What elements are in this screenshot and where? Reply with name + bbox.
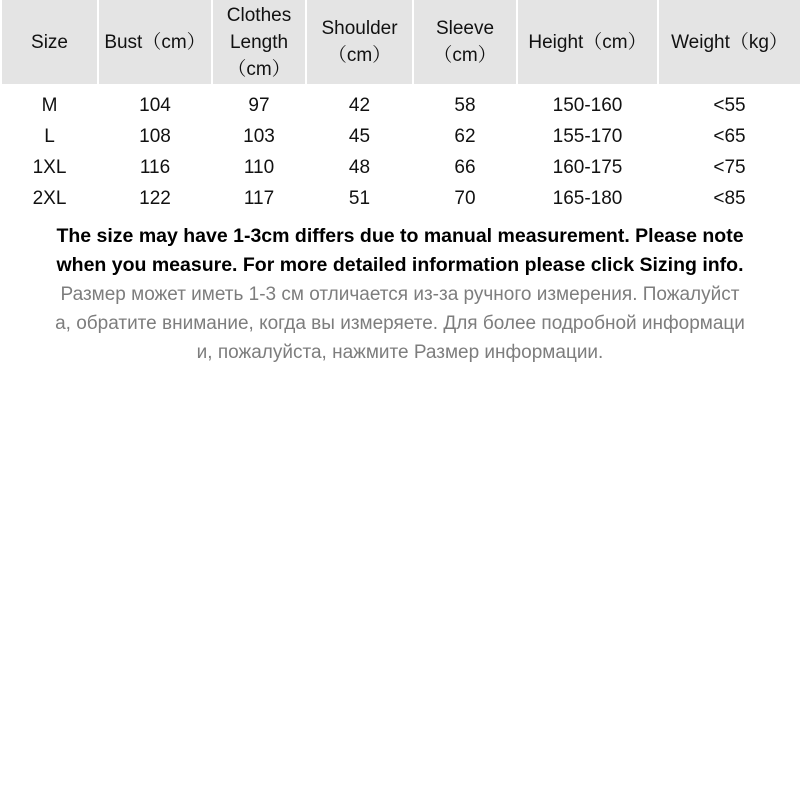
- cell-size: L: [44, 125, 55, 147]
- header-clothes-length-line-3: （cm）: [227, 58, 291, 80]
- cell-height: 160-175: [552, 156, 623, 178]
- english-note-line-1: The size may have 1-3cm differs due to manual measurement. Please note: [56, 225, 744, 247]
- cell-height: 150-160: [552, 94, 623, 116]
- cell-shoulder: 45: [348, 125, 371, 147]
- header-clothes-length: [212, 0, 306, 84]
- header-row: [1, 0, 800, 84]
- english-note-line-2: when you measure. For more detailed information please click Sizing info.: [56, 254, 744, 276]
- cell-weight: <85: [713, 187, 746, 209]
- russian-note-line-3: и, пожалуйста, нажмите Размер информации.: [196, 342, 604, 363]
- header-shoulder-line-1: Shoulder: [321, 18, 398, 39]
- measurement-note: [0, 222, 800, 367]
- cell-clothes-length: 110: [243, 156, 275, 178]
- header-size-label: Size: [31, 31, 68, 53]
- cell-clothes-length: 97: [248, 94, 270, 116]
- cell-bust: 108: [139, 125, 171, 147]
- russian-note-line-1: Размер может иметь 1-3 см отличается из-за ручного измерения. Пожалуйст: [60, 284, 740, 305]
- table-row-m: [1, 84, 800, 121]
- cell-bust: 116: [139, 156, 171, 178]
- cell-height: 165-180: [552, 187, 623, 209]
- header-shoulder-line-2: （cm）: [327, 45, 392, 66]
- header-size: [1, 0, 98, 84]
- cell-height: 155-170: [552, 125, 623, 147]
- cell-shoulder: 51: [348, 187, 371, 209]
- header-clothes-length-line-1: Clothes: [226, 4, 292, 26]
- cell-bust: 122: [139, 187, 171, 209]
- cell-bust: 104: [139, 94, 171, 116]
- english-note: [0, 222, 800, 280]
- cell-sleeve: 58: [454, 94, 476, 116]
- cell-size: 1XL: [32, 156, 67, 178]
- cell-size: M: [41, 94, 58, 116]
- header-bust-label: Bust（cm）: [104, 31, 206, 53]
- cell-shoulder: 42: [348, 94, 371, 116]
- cell-weight: <55: [713, 94, 746, 116]
- header-height-label: Height（cm）: [528, 31, 647, 53]
- header-weight: [658, 0, 800, 84]
- header-sleeve-line-1: Sleeve: [435, 18, 495, 39]
- table-row-2xl: [1, 183, 800, 214]
- cell-size: 2XL: [32, 187, 67, 209]
- cell-weight: <65: [713, 125, 746, 147]
- header-sleeve: [413, 0, 517, 84]
- header-clothes-length-line-2: Length: [229, 31, 289, 53]
- header-height: [517, 0, 658, 84]
- cell-clothes-length: 103: [243, 125, 275, 147]
- size-chart-table: [0, 0, 800, 214]
- table-row-1xl: [1, 152, 800, 183]
- russian-note-line-2: а, обратите внимание, когда вы измеряете. Для более подробной информаци: [55, 313, 745, 334]
- cell-shoulder: 48: [348, 156, 371, 178]
- header-sleeve-line-2: （cm）: [433, 45, 497, 66]
- cell-sleeve: 70: [454, 187, 476, 209]
- cell-clothes-length: 117: [243, 187, 275, 209]
- russian-note: [0, 280, 800, 367]
- cell-sleeve: 62: [454, 125, 476, 147]
- header-bust: [98, 0, 212, 84]
- table-row-l: [1, 121, 800, 152]
- header-shoulder: [306, 0, 413, 84]
- cell-weight: <75: [713, 156, 746, 178]
- header-weight-label: Weight（kg）: [671, 31, 788, 53]
- cell-sleeve: 66: [454, 156, 476, 178]
